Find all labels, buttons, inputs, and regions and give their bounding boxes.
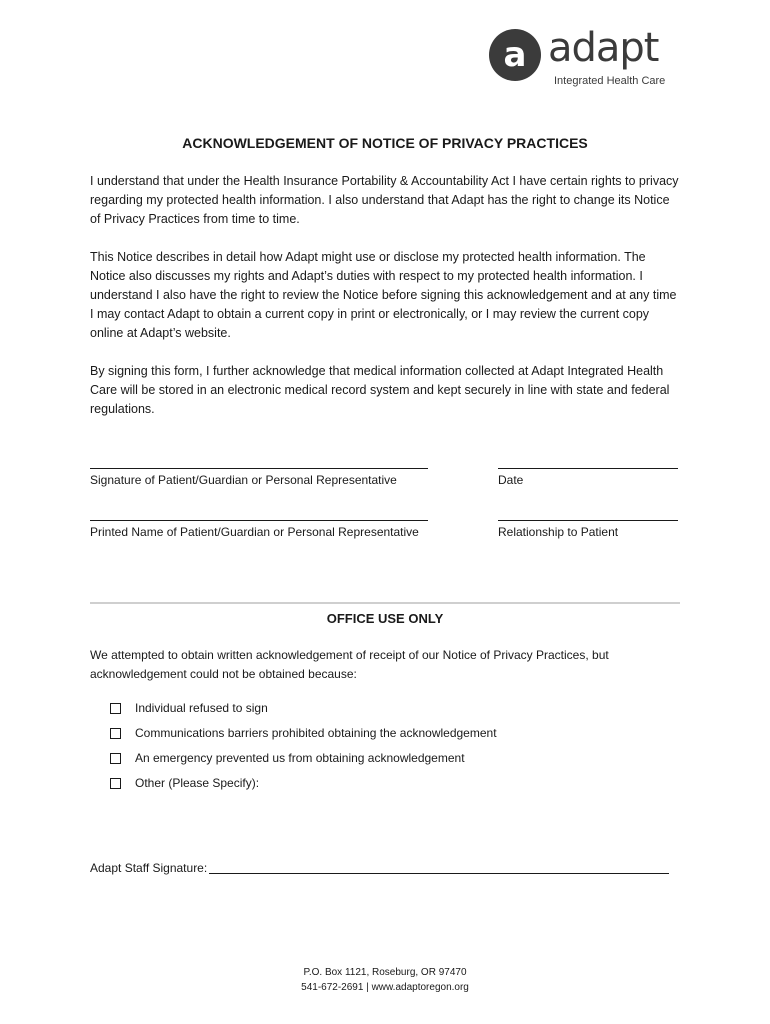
footer-contact: 541-672-2691 | www.adaptoregon.org: [301, 982, 469, 993]
patient-signature-label: Signature of Patient/Guardian or Personal Representative: [90, 473, 397, 487]
other-label: Other (Please Specify):: [135, 776, 260, 790]
communication-barrier-checkbox[interactable]: [110, 728, 121, 739]
staff-signature-label: Adapt Staff Signature:: [90, 861, 208, 875]
printed-name-line[interactable]: [90, 520, 428, 521]
logo-tagline: Integrated Health Care: [554, 75, 666, 87]
emergency-checkbox[interactable]: [110, 753, 121, 764]
svg-text:a: a: [503, 35, 527, 75]
date-label: Date: [498, 473, 524, 487]
reason-other: [110, 774, 259, 792]
date-line[interactable]: [498, 468, 678, 469]
section-divider: [90, 602, 680, 604]
office-use-intro: We attempted to obtain written acknowledgement of receipt of our Notice of Privacy Practices, but acknowledgement could not be obtained because:: [90, 648, 609, 681]
paragraph-notice-description: This Notice describes in detail how Adapt might use or disclose my protected health information. The Notice also discusses my rights and Adapt’s duties with respect to my protected health information. I understand I also have the right to review the Notice before signing this acknowledgement and at any time I may contact Adapt to obtain a current copy in print or electronically, or I may review the current copy online at Adapt’s website.: [90, 250, 677, 340]
paragraph-emr-acknowledgement: By signing this form, I further acknowledge that medical information collected at Adapt Integrated Health Care will be stored in an electronic medical record system and kept securely in line with state and federal regulations.: [90, 364, 670, 416]
adapt-logo-mark-icon: [488, 28, 542, 82]
other-checkbox[interactable]: [110, 778, 121, 789]
relationship-line[interactable]: [498, 520, 678, 521]
staff-signature-line[interactable]: [209, 873, 669, 874]
paragraph-hipaa-rights: I understand that under the Health Insurance Portability & Accountability Act I have certain rights to privacy regarding my protected health information. I also understand that Adapt has the right to change its Notice of Privacy Practices from time to time.: [90, 174, 679, 226]
page-title: ACKNOWLEDGEMENT OF NOTICE OF PRIVACY PRACTICES: [182, 135, 588, 151]
staff-signature-row: [90, 860, 669, 876]
emergency-label: An emergency prevented us from obtaining acknowledgement: [135, 751, 465, 765]
reason-refused: [110, 699, 268, 717]
printed-name-label: Printed Name of Patient/Guardian or Personal Representative: [90, 525, 419, 539]
reason-emergency: [110, 749, 465, 767]
logo-wordmark: adapt: [548, 25, 659, 71]
refused-checkbox[interactable]: [110, 703, 121, 714]
footer-address: P.O. Box 1121, Roseburg, OR 97470: [303, 967, 467, 978]
refused-label: Individual refused to sign: [135, 701, 268, 715]
communication-barrier-label: Communications barriers prohibited obtaining the acknowledgement: [135, 726, 497, 740]
adapt-logo: [488, 25, 678, 92]
patient-signature-line[interactable]: [90, 468, 428, 469]
reason-communication-barrier: [110, 724, 497, 742]
relationship-label: Relationship to Patient: [498, 525, 619, 539]
office-use-title: OFFICE USE ONLY: [326, 611, 444, 626]
